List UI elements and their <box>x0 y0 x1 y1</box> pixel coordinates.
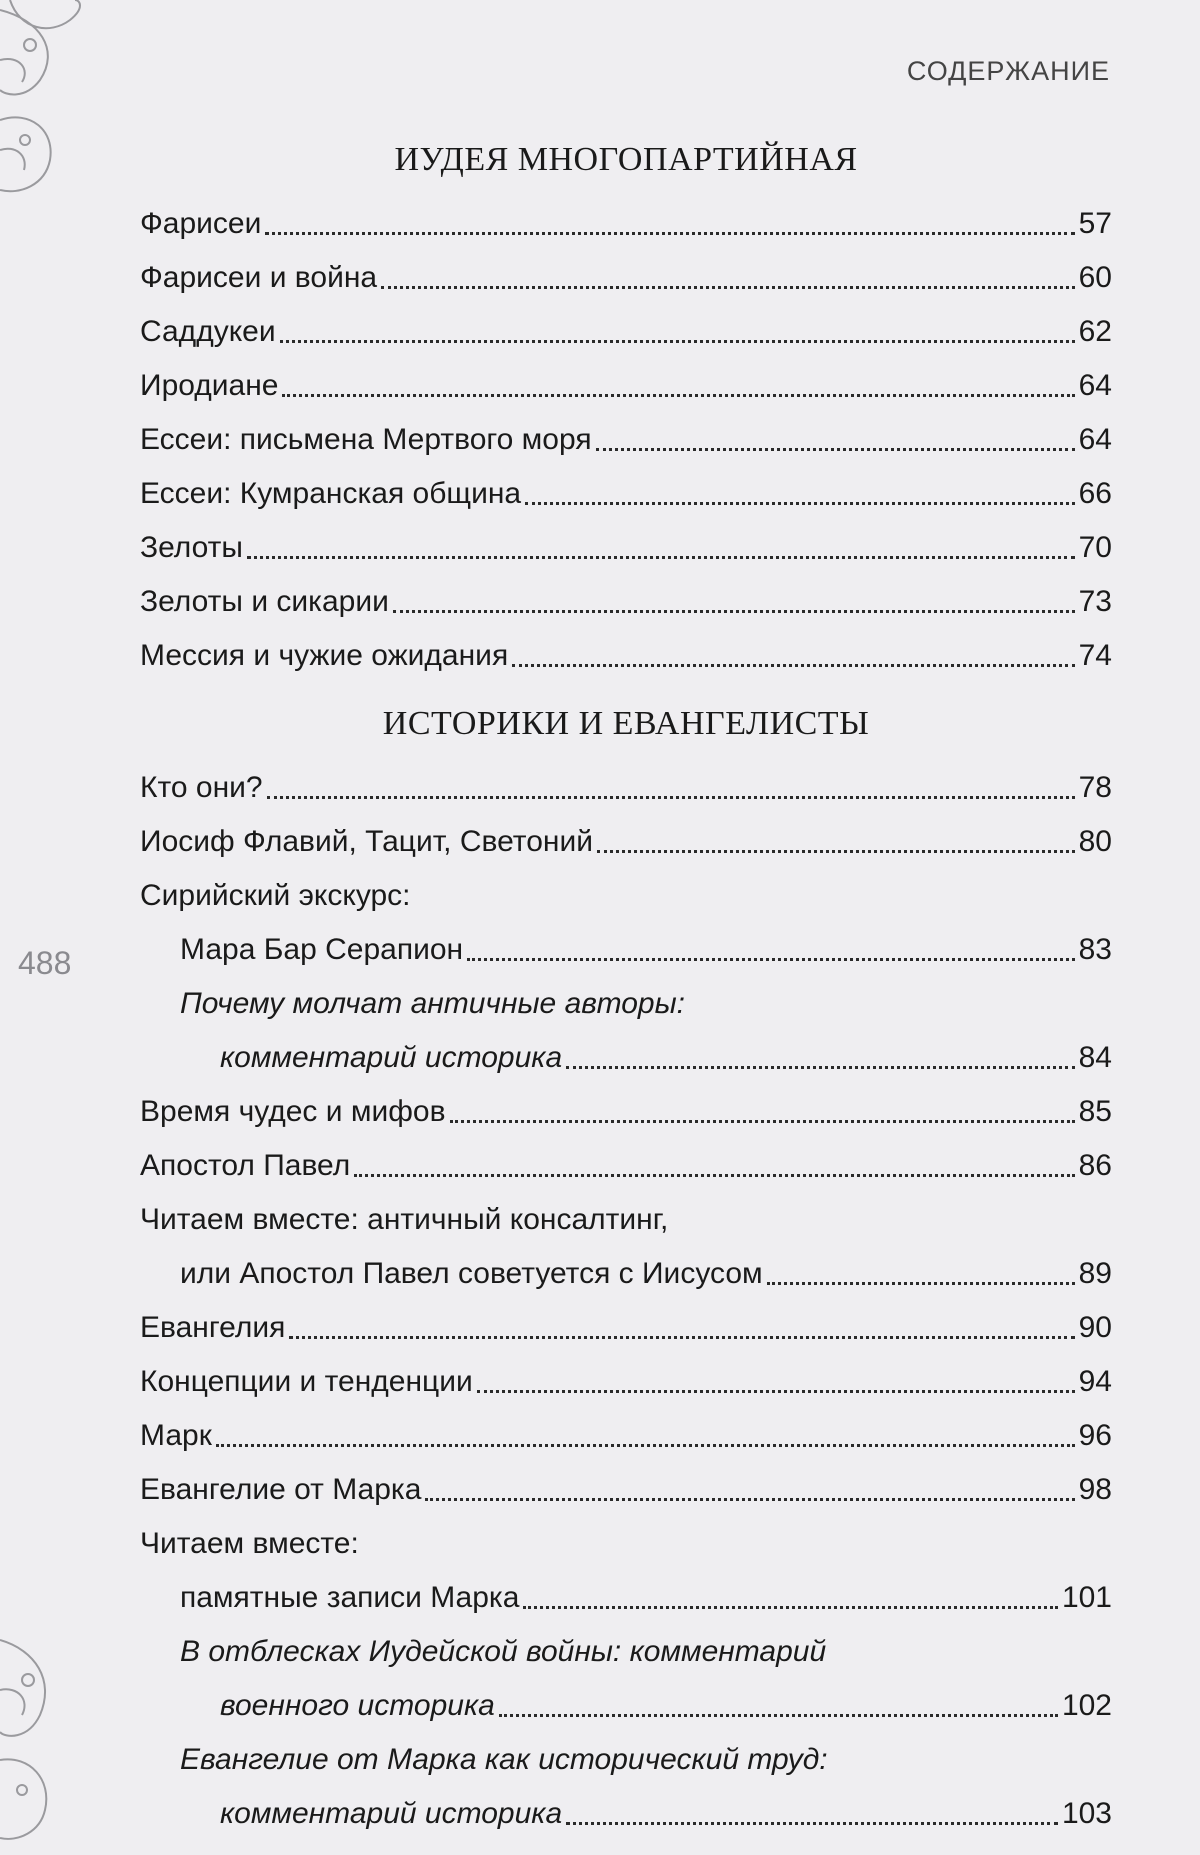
entry-label: Зелоты и сикарии <box>140 585 389 618</box>
entry-page: 102 <box>1061 1689 1112 1722</box>
entry-page: 80 <box>1078 825 1112 858</box>
entry-first-line <box>180 970 1112 1024</box>
section-title: ИУДЕЯ МНОГОПАРТИЙНАЯ <box>394 141 858 178</box>
entry-page: 94 <box>1078 1365 1112 1398</box>
toc-entry <box>140 754 1112 808</box>
dot-leader <box>247 556 1075 559</box>
entry-label: комментарий историка <box>220 1797 563 1830</box>
entry-page: 60 <box>1078 261 1112 294</box>
toc-entry <box>140 1078 1112 1132</box>
entry-continuation <box>180 1024 1112 1078</box>
dot-leader <box>596 448 1075 451</box>
entry-page: 86 <box>1078 1149 1112 1182</box>
entry-continuation <box>140 916 1112 970</box>
entry-label: Иосиф Флавий, Тацит, Светоний <box>140 825 593 858</box>
toc-entry-multiline-commentary <box>140 1726 1112 1834</box>
entry-page: 83 <box>1078 933 1112 966</box>
dot-leader <box>393 610 1075 613</box>
dot-leader <box>267 796 1075 799</box>
toc-entry <box>140 1348 1112 1402</box>
entry-page: 90 <box>1078 1311 1112 1344</box>
section-title: ИСТОРИКИ И ЕВАНГЕЛИСТЫ <box>382 705 870 742</box>
toc-entry <box>140 514 1112 568</box>
entry-page: 98 <box>1078 1473 1112 1506</box>
section-gap <box>140 676 1112 694</box>
toc-entry-multiline <box>140 862 1112 970</box>
entry-label-line1: Сирийский экскурс: <box>140 879 411 912</box>
dot-leader <box>523 1606 1058 1609</box>
entry-label: Евангелие от Марка <box>140 1473 422 1506</box>
corner-ornament-bottom-left <box>0 1620 100 1855</box>
entry-first-line <box>140 862 1112 916</box>
toc-entry-multiline-commentary <box>140 1618 1112 1726</box>
entry-label: или Апостол Павел советуется с Иисусом <box>180 1257 763 1290</box>
dot-leader <box>499 1714 1058 1717</box>
entry-page: 73 <box>1078 585 1112 618</box>
entry-label: Фарисеи и война <box>140 261 378 294</box>
toc-entry <box>140 352 1112 406</box>
entry-page: 62 <box>1078 315 1112 348</box>
entry-label-line1: Читаем вместе: античный консалтинг, <box>140 1203 669 1236</box>
corner-ornament-top-left <box>0 0 110 240</box>
entry-label-line1: В отблесках Иудейской войны: комментарий <box>180 1635 827 1668</box>
entry-first-line <box>180 1726 1112 1780</box>
dot-leader <box>354 1174 1074 1177</box>
toc-entry <box>140 244 1112 298</box>
page-number: 488 <box>18 945 72 981</box>
entry-page: 78 <box>1078 771 1112 804</box>
dot-leader <box>280 340 1075 343</box>
dot-leader <box>512 664 1074 667</box>
entry-continuation <box>180 1780 1112 1834</box>
entry-first-line <box>180 1618 1112 1672</box>
entry-page: 89 <box>1078 1257 1112 1290</box>
entry-page: 85 <box>1078 1095 1112 1128</box>
entry-page: 103 <box>1061 1797 1112 1830</box>
entry-page: 84 <box>1078 1041 1112 1074</box>
entry-label: военного историка <box>220 1689 495 1722</box>
entry-label: Фарисеи <box>140 207 262 240</box>
toc-entry <box>140 1456 1112 1510</box>
entry-continuation <box>140 1564 1112 1618</box>
toc-entry <box>140 1402 1112 1456</box>
toc-entry <box>140 568 1112 622</box>
dot-leader <box>525 502 1075 505</box>
toc-entry <box>140 1294 1112 1348</box>
entry-label: Ессеи: Кумранская община <box>140 477 522 510</box>
entry-label: Время чудес и мифов <box>140 1095 446 1128</box>
entry-first-line <box>140 1186 1112 1240</box>
entry-label: Ессеи: письмена Мертвого моря <box>140 423 592 456</box>
toc-entry <box>140 406 1112 460</box>
entry-label-line1: Читаем вместе: <box>140 1527 359 1560</box>
entry-page: 64 <box>1078 369 1112 402</box>
entry-label: Концепции и тенденции <box>140 1365 473 1398</box>
dot-leader <box>289 1336 1074 1339</box>
toc-entry-multiline <box>140 1186 1112 1294</box>
entry-page: 66 <box>1078 477 1112 510</box>
entry-label: комментарий историка <box>220 1041 563 1074</box>
dot-leader <box>381 286 1075 289</box>
running-head: СОДЕРЖАНИЕ <box>906 56 1110 86</box>
entry-page: 70 <box>1078 531 1112 564</box>
entry-page: 64 <box>1078 423 1112 456</box>
dot-leader <box>450 1120 1075 1123</box>
dot-leader <box>566 1822 1058 1825</box>
entry-label-line1: Почему молчат античные авторы: <box>180 987 686 1020</box>
toc-entry <box>140 622 1112 676</box>
entry-page: 74 <box>1078 639 1112 672</box>
entry-label: Апостол Павел <box>140 1149 351 1182</box>
toc-entry <box>140 460 1112 514</box>
entry-label: Мессия и чужие ожидания <box>140 639 509 672</box>
dot-leader <box>216 1444 1075 1447</box>
entry-label: памятные записи Марка <box>180 1581 520 1614</box>
entry-label: Саддукеи <box>140 315 276 348</box>
entry-continuation <box>140 1240 1112 1294</box>
entry-label: Евангелия <box>140 1311 286 1344</box>
entry-first-line <box>140 1510 1112 1564</box>
entry-label: Кто они? <box>140 771 263 804</box>
entry-page: 96 <box>1078 1419 1112 1452</box>
entry-label-line1: Евангелие от Марка как исторический труд: <box>180 1743 828 1776</box>
entry-page: 57 <box>1078 207 1112 240</box>
toc-entry-multiline-commentary <box>140 970 1112 1078</box>
entry-continuation <box>180 1672 1112 1726</box>
dot-leader <box>467 958 1075 961</box>
entry-label: Мара Бар Серапион <box>180 933 464 966</box>
toc-entry <box>140 1132 1112 1186</box>
table-of-contents <box>140 130 1112 1834</box>
entry-label: Марк <box>140 1419 212 1452</box>
toc-entry <box>140 808 1112 862</box>
dot-leader <box>282 394 1074 397</box>
entry-page: 101 <box>1061 1581 1112 1614</box>
toc-entry-multiline <box>140 1510 1112 1618</box>
dot-leader <box>477 1390 1075 1393</box>
dot-leader <box>265 232 1074 235</box>
dot-leader <box>425 1498 1074 1501</box>
toc-entry <box>140 298 1112 352</box>
dot-leader <box>767 1282 1075 1285</box>
entry-label: Иродиане <box>140 369 279 402</box>
toc-entry <box>140 190 1112 244</box>
entry-label: Зелоты <box>140 531 243 564</box>
dot-leader <box>566 1066 1074 1069</box>
dot-leader <box>597 850 1075 853</box>
